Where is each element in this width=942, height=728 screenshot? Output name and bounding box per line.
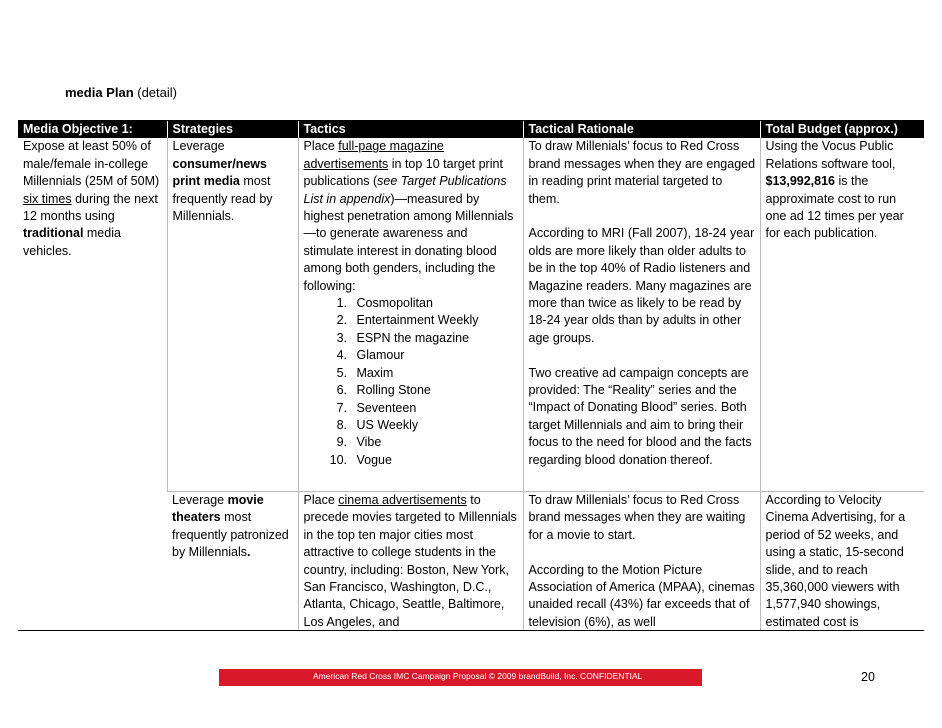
header-strategies: Strategies (167, 121, 298, 138)
list-item: 8. US Weekly (351, 417, 519, 434)
list-item: 10. Vogue (351, 452, 519, 469)
strategy-cell: Leverage movie theaters most frequently patronized by Millennials. (167, 491, 298, 631)
rationale-cell: To draw Millenials’ focus to Red Cross brand messages when they are waiting for a movie to start. According to the Motion Picture Association of America (MPAA), cinemas unaided recall (43%) far exceeds that of television (6%), as well (523, 491, 760, 631)
header-budget: Total Budget (approx.) (760, 121, 924, 138)
header-rationale: Tactical Rationale (523, 121, 760, 138)
list-item: 2. Entertainment Weekly (351, 312, 519, 329)
heading-rest: (detail) (133, 85, 177, 100)
tactic-cell: Place full-page magazine advertisements in top 10 target print publications (see Target Publications List in appendix)—measured by highest penetration among Millennials—to generate awareness and stimulate interest in donating blood among both genders, including the following: 1. Cosmopolitan 2. Entertainment Weekly 3. ESPN the magazine 4. Glamour 5. Maxim 6. Rolling Stone 7. Seventeen 8. US Weekly 9. Vibe 10. Vogue (298, 138, 523, 491)
list-item: 9. Vibe (351, 434, 519, 451)
header-tactics: Tactics (298, 121, 523, 138)
list-item: 7. Seventeen (351, 400, 519, 417)
list-item: 6. Rolling Stone (351, 382, 519, 399)
list-item: 3. ESPN the magazine (351, 330, 519, 347)
list-item: 1. Cosmopolitan (351, 295, 519, 312)
objective-cell: Expose at least 50% of male/female in-college Millennials (25M of 50M) six times during the next 12 months using traditional media vehicles. (23, 139, 160, 258)
list-item: 5. Maxim (351, 365, 519, 382)
section-heading (65, 85, 177, 100)
footer-text: American Red Cross IMC Campaign Proposal © 2009 brandBuild, Inc. CONFIDENTIAL (313, 671, 643, 681)
rationale-cell: To draw Millenials’ focus to Red Cross brand messages when they are engaged in reading print material targeted to them. According to MRI (Fall 2007), 18-24 year olds are more likely than older adults to be in the top 40% of Radio listeners and Magazine readers. Many magazines are more than twice as likely to be read by 18-24 year olds than by adults in other age groups. Two creative ad campaign concepts are provided: The “Reality” series and the “Impact of Donating Blood” series. Both target Millennials and aim to bring their focus to the need for blood and the facts regarding blood donation thereof. (523, 138, 760, 491)
tactic-cell: Place cinema advertisements to precede movies targeted to Millennials in the top ten major cities most attractive to college students in the country, including: Boston, New York, San Francisco, Washington, D.C., Atlanta, Chicago, Seattle, Baltimore, Los Angeles, and (298, 491, 523, 631)
list-item: 4. Glamour (351, 347, 519, 364)
publication-list (304, 295, 519, 469)
heading-bold: media Plan (65, 85, 134, 100)
header-objective: Media Objective 1: (18, 121, 167, 138)
budget-cell: According to Velocity Cinema Advertising, for a period of 52 weeks, and using a static, 15-second slide, and to reach 35,360,000 viewers with 1,577,940 showings, estimated cost is (760, 491, 924, 631)
page-number: 20 (861, 670, 875, 684)
media-plan-table (18, 120, 924, 631)
table-header-row (18, 121, 924, 138)
budget-cell: Using the Vocus Public Relations software tool, $13,992,816 is the approximate cost to run one ad 12 times per year for each publication. (760, 138, 924, 491)
table-row (18, 138, 924, 491)
strategy-cell: Leverage consumer/news print media most frequently read by Millennials. (167, 138, 298, 491)
